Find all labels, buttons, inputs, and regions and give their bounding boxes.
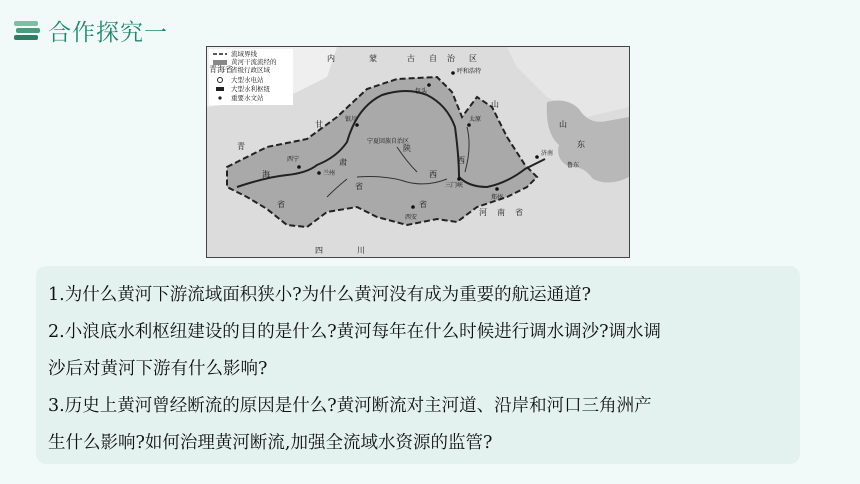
- svg-text:山: 山: [491, 100, 499, 109]
- svg-text:川: 川: [357, 246, 365, 255]
- svg-text:呼和浩特: 呼和浩特: [457, 68, 482, 75]
- svg-text:鲁东: 鲁东: [567, 162, 580, 169]
- question-2: 2.小浪底水利枢纽建设的目的是什么?黄河每年在什么时候进行调水调沙?调水调: [48, 322, 661, 342]
- section-header: [14, 12, 168, 48]
- yellow-river-basin-map: [206, 46, 630, 258]
- svg-text:流域界线: 流域界线: [231, 50, 257, 58]
- svg-text:区: 区: [469, 54, 477, 63]
- svg-text:省级行政区域: 省级行政区域: [231, 66, 270, 74]
- svg-text:太原: 太原: [469, 116, 482, 123]
- svg-text:治: 治: [447, 54, 455, 63]
- svg-text:古: 古: [407, 54, 415, 63]
- svg-text:海: 海: [262, 170, 270, 179]
- svg-text:南: 南: [497, 208, 505, 217]
- svg-text:西: 西: [429, 170, 437, 179]
- svg-text:黄河干流流经的: 黄河干流流经的: [231, 58, 277, 66]
- question-3: 3.历史上黄河曾经断流的原因是什么?黄河断流对主河道、沿岸和河口三角洲产: [48, 396, 652, 416]
- svg-text:西: 西: [457, 156, 465, 165]
- svg-text:重要水文站: 重要水文站: [231, 94, 264, 102]
- svg-text:青: 青: [237, 142, 245, 151]
- svg-text:自: 自: [429, 54, 437, 63]
- svg-text:省: 省: [277, 200, 285, 209]
- svg-text:大型水利枢纽: 大型水利枢纽: [231, 85, 270, 93]
- svg-text:银川: 银川: [345, 116, 358, 123]
- books-icon: [14, 19, 40, 41]
- question-3-continued: 生什么影响?如何治理黄河断流,加强全流域水资源的监管?: [48, 433, 493, 453]
- svg-text:省: 省: [355, 182, 363, 191]
- svg-text:四: 四: [315, 246, 323, 255]
- svg-text:省: 省: [515, 208, 523, 217]
- svg-text:河: 河: [479, 208, 487, 217]
- svg-text:包头: 包头: [415, 88, 428, 95]
- svg-text:陕: 陕: [403, 144, 411, 153]
- svg-text:三门峡: 三门峡: [445, 182, 464, 189]
- svg-text:济南: 济南: [541, 150, 554, 157]
- svg-text:省: 省: [419, 200, 427, 209]
- section-title: 合作探究一: [48, 19, 168, 46]
- svg-text:青海省: 青海省: [209, 65, 233, 74]
- svg-text:山: 山: [559, 120, 567, 129]
- svg-text:宁夏回族自治区: 宁夏回族自治区: [367, 138, 410, 145]
- question-1: 1.为什么黄河下游流域面积狭小?为什么黄河没有成为重要的航运通道?: [48, 285, 591, 305]
- svg-text:郑州: 郑州: [491, 194, 504, 201]
- svg-text:兰州: 兰州: [323, 170, 336, 177]
- svg-text:大型水电站: 大型水电站: [231, 76, 264, 84]
- questions-box: [36, 266, 800, 464]
- svg-text:肃: 肃: [339, 158, 347, 167]
- question-2-continued: 沙后对黄河下游有什么影响?: [48, 359, 268, 379]
- svg-text:甘: 甘: [315, 120, 323, 129]
- svg-text:内: 内: [327, 54, 335, 63]
- svg-text:东: 东: [577, 140, 585, 149]
- svg-text:西宁: 西宁: [287, 156, 300, 163]
- svg-text:蒙: 蒙: [369, 54, 377, 63]
- svg-text:西安: 西安: [405, 214, 418, 221]
